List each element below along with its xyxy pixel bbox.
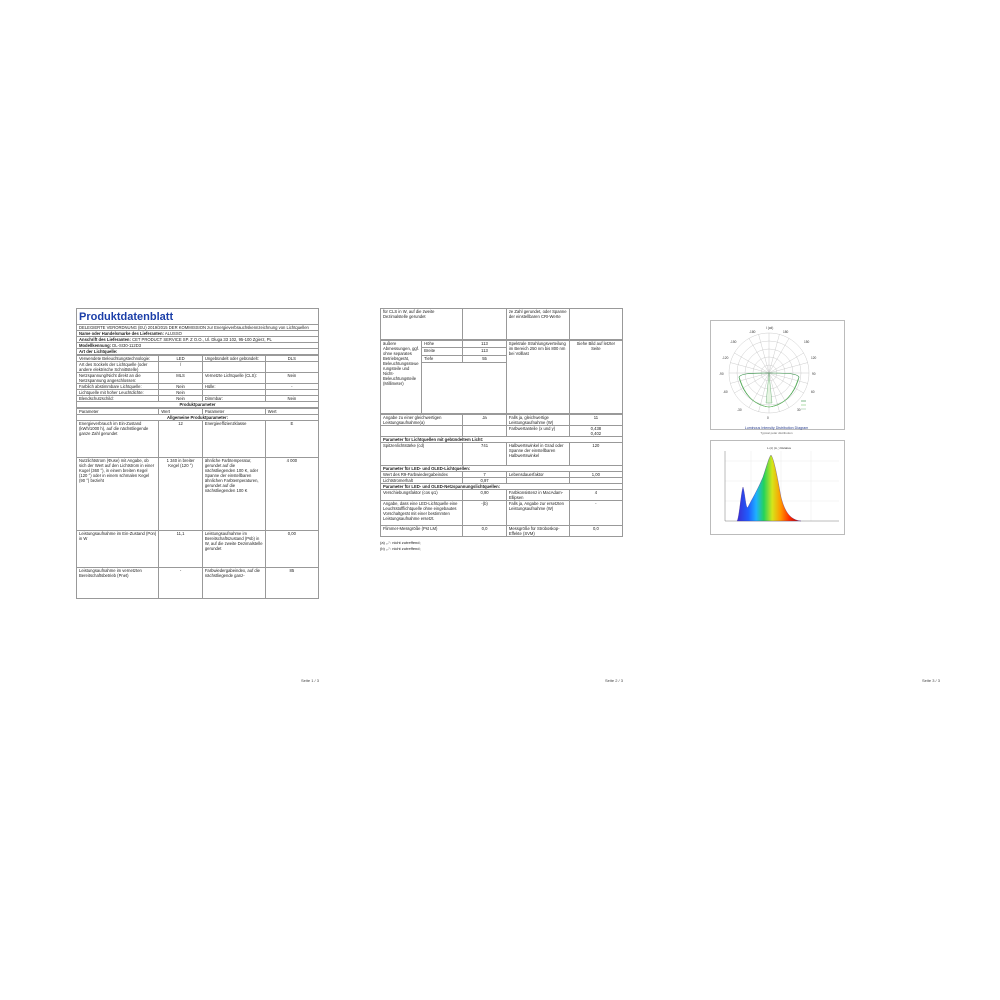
value-cell: DLS	[265, 356, 318, 362]
value-cell: Ja	[463, 415, 507, 426]
polar-caption: Luminous Intensity Distribution Diagram	[744, 426, 809, 430]
parameter-cell: Hülle:	[202, 384, 265, 390]
dim-height-label: Höhe	[422, 341, 463, 348]
polar-angle-label: 0	[767, 416, 769, 420]
table-row	[381, 490, 623, 501]
parameter-cell: Flimmer-Messgröße (Pst LM)	[381, 526, 463, 537]
parameter-cell: Vernetzte Lichtquelle (CLS):	[202, 373, 265, 384]
model-label: Modellkennung:	[79, 343, 112, 348]
value-cell: 0,0	[569, 526, 622, 537]
polar-diagram	[711, 321, 844, 429]
value-cell: Nein	[265, 396, 318, 402]
parameter-cell: Lichtstromerhalt	[381, 478, 463, 484]
polar-subcaption: Typical polar distribution	[760, 431, 793, 435]
polar-angle-label: 30	[797, 408, 801, 412]
page2-main-table	[380, 414, 623, 537]
directional-body	[381, 443, 623, 466]
dimensions-label: äußere Abmessungen, ggf. ohne separates Betriebsgerät, Beleuchtungssteuerungsteile und Nicht-Beleuchtungsteile (Millimeter)	[381, 341, 422, 414]
page-3-footer: Seite 3 / 3	[921, 678, 940, 683]
spectrum-title: L.(λ) (A, ) Relative	[767, 446, 792, 450]
intensity-curve-c180	[766, 373, 772, 403]
dimensions-table	[380, 340, 623, 414]
parameter-cell: Blendschutzschild:	[77, 396, 159, 402]
value-cell: -	[265, 384, 318, 390]
section-directional: Parameter für Lichtquellen mit gebündeltem Licht:	[381, 437, 623, 443]
value-cell	[265, 362, 318, 373]
parameter-cell: Energieeffizienzklasse	[202, 421, 265, 458]
value-cell: Nein	[159, 396, 203, 402]
type-table-body	[77, 356, 319, 402]
value-cell: 1,00	[569, 472, 622, 478]
spectral-distribution-value: Siehe Bild auf letzter Seite	[569, 341, 622, 414]
table-row	[77, 396, 319, 402]
polar-angle-label: 180	[783, 330, 789, 334]
value-cell: -(b)	[463, 501, 507, 526]
parameter-cell: Lichtquelle mit hoher Leuchtdichte:	[77, 390, 159, 396]
polar-legend	[801, 401, 806, 409]
polar-angle-label: 120	[811, 356, 817, 360]
parameter-cell: ze Zahl gerundet, oder Spanne der einstellbaren CRI-Werte	[506, 309, 569, 340]
polar-angle-label: -180	[749, 330, 756, 334]
page-2-footer: Seite 2 / 3	[604, 678, 623, 683]
value-cell: 0,438 0,402	[569, 426, 622, 437]
parameter-cell: Angabe zu einer gleichwertigen Leistungsaufnahme(a)	[381, 415, 463, 426]
table-row	[381, 415, 623, 426]
section-product-params: Produktparameter	[76, 402, 319, 408]
page-3	[700, 308, 940, 683]
parameter-cell: Spitzenlichtstärke (cd)	[381, 443, 463, 466]
parameter-cell: Art des Sockels der Lichtquelle (oder andere elektrische Schnittstelle)	[77, 362, 159, 373]
value-cell: -	[159, 568, 203, 599]
value-cell: 0,97	[463, 478, 507, 484]
value-cell: MLS	[159, 373, 203, 384]
polar-angle-label: 150	[804, 340, 810, 344]
parameter-cell: Lebensdauerfaktor	[506, 472, 569, 478]
dim-width-label: Breite	[422, 348, 463, 355]
header-parameter-2: Parameter	[202, 409, 265, 415]
page-1-footer: Seite 1 / 3	[300, 678, 319, 683]
parameter-cell: Halbwertswinkel in Grad oder Spanne der einstellbaren Halbwertswinkel	[506, 443, 569, 466]
table-row	[77, 362, 319, 373]
value-cell: 0,00	[265, 531, 318, 568]
value-cell: 12	[159, 421, 203, 458]
value-cell: /	[159, 362, 203, 373]
led-body	[381, 472, 623, 484]
spectral-distribution-label: Spektrale Strahlungsverteilung im Bereich 250 nm bis 800 nm bei Volllast	[506, 341, 569, 414]
parameter-cell: Farbwiedergabeindex, auf die nächstliegende ganz-	[202, 568, 265, 599]
table-row	[381, 443, 623, 466]
table-row	[381, 309, 623, 340]
table-row	[77, 373, 319, 384]
polar-angle-label: -120	[722, 356, 729, 360]
value-cell: 0,0	[463, 526, 507, 537]
dim-height-value: 113	[463, 341, 507, 348]
product-params-table	[76, 408, 319, 599]
parameter-cell: Energieverbrauch im Ein-Zustand (kWh/1000 h), auf die nächstliegende ganze Zahl gerundet	[77, 421, 159, 458]
value-cell: 741	[463, 443, 507, 466]
regulation-text: DELEGIERTE VERORDNUNG (EU) 2019/2015 DER KOMMISSION zur Energieverbrauchskennzeichnung von Lichtquellen	[76, 325, 319, 331]
params-table-body	[77, 421, 319, 599]
parameter-cell: ähnliche Farbtemperatur, gerundet auf die nächstliegenden 100 K, oder Spanne der einstellbaren ähnlichen Farbtemperaturen, gerundet auf die nächstliegenden 100 K	[202, 458, 265, 531]
dim-row-height	[381, 341, 623, 348]
value-cell	[569, 309, 622, 340]
footnote-a: (a) „-“: nicht zutreffend;	[380, 540, 421, 545]
table-row	[381, 501, 623, 526]
equivalent-power-body	[381, 415, 623, 437]
parameter-cell	[381, 426, 463, 437]
table-row	[77, 421, 319, 458]
supplier-name-label: Name oder Handelsmarke des Lieferanten:	[79, 331, 164, 336]
section-led: Parameter für LED- und OLED-Lichtquellen:	[381, 466, 623, 472]
section-light-source-type: Art der Lichtquelle:	[76, 349, 319, 355]
page2-top-table	[380, 308, 623, 340]
polar-angle-label: -90	[719, 372, 724, 376]
dim-depth-value: 55	[463, 355, 507, 362]
polar-angle-label: -60	[723, 390, 728, 394]
value-cell: 0,90	[463, 490, 507, 501]
parameter-cell: für CLS in W, auf die zweite Dezimalstelle gerundet	[381, 309, 463, 340]
spectrum-frame	[710, 440, 845, 535]
parameter-cell: Farbwertanteile (x und y)	[506, 426, 569, 437]
parameter-cell: Leistungsaufnahme im vernetzten Bereitschaftsbetrieb (Pnet)	[77, 568, 159, 599]
document-title: Produktdatenblatt	[76, 308, 319, 325]
parameter-cell: Leistungsaufnahme im Ein-Zustand (Pon) in W	[77, 531, 159, 568]
spectrum-chart	[711, 441, 844, 534]
page-2	[380, 308, 623, 683]
value-cell	[463, 309, 507, 340]
value-cell: Nein	[159, 390, 203, 396]
value-cell: Nein	[159, 384, 203, 390]
polar-angle-label: 60	[811, 390, 815, 394]
parameter-cell: Nutzlichtstrom (Φuse) mit Angabe, ob sich der Wert auf den Lichtstrom in einer Kugel (360 °), in einem breiten Kegel (120 °) oder in einem schmalen Kegel (90 °) bezieht	[77, 458, 159, 531]
header-value: Wert	[159, 409, 203, 415]
section-mains: Parameter für LED- und OLED-Netzspannungslichtquellen:	[381, 484, 623, 490]
header-parameter: Parameter	[77, 409, 159, 415]
value-cell: 4	[569, 490, 622, 501]
dim-width-value: 113	[463, 348, 507, 355]
parameter-cell: Verschiebungsfaktor (cos φ1)	[381, 490, 463, 501]
polar-angle-label: 90	[812, 372, 816, 376]
model-value: DL-SI30-112D3	[112, 343, 142, 348]
page2-top-body	[381, 309, 623, 340]
polar-angle-label: -30	[737, 408, 742, 412]
parameter-cell: Netzspannung/Nicht direkt an die Netzspannung angeschlossen:	[77, 373, 159, 384]
mains-body	[381, 490, 623, 537]
value-cell: Nein	[265, 373, 318, 384]
parameter-cell: Ungebündelt oder gebündelt:	[202, 356, 265, 362]
table-row	[381, 426, 623, 437]
parameter-cell: Dimmbar:	[202, 396, 265, 402]
supplier-address-label: Anschrift des Lieferanten:	[79, 337, 131, 342]
parameter-cell: Farblich abstimmbare Lichtquelle:	[77, 384, 159, 390]
supplier-address-value: CET PRODUCT SERVICE SP. Z O.O., Ul. Dluga 33 102, 95-100 Zgierz, PL	[132, 337, 272, 342]
parameter-cell: Falls ja, gleichwertige Leistungsaufnahme (W)	[506, 415, 569, 426]
table-row	[77, 458, 319, 531]
value-cell: E	[265, 421, 318, 458]
parameter-cell: Angabe, dass eine LED-Lichtquelle eine Leuchtstofflichtquelle ohne eingebautes Vorschaltgerät mit einer bestimmten Leistungsaufnahme ersetzt.	[381, 501, 463, 526]
parameter-cell: Leistungsaufnahme im Bereitschaftszustand (Psb) in W, auf die zweite Dezimalstelle gerundet	[202, 531, 265, 568]
header-value-2: Wert	[265, 409, 318, 415]
polar-diagram-frame	[710, 320, 845, 430]
value-cell: 120	[569, 443, 622, 466]
parameter-cell: Messgröße für Stroboskop-Effekte (SVM)	[506, 526, 569, 537]
table-row	[77, 531, 319, 568]
value-cell	[463, 426, 507, 437]
parameter-cell: Falls ja, Angabe zur ersetzten Leistungsaufnahme (W)	[506, 501, 569, 526]
value-cell: 7	[463, 472, 507, 478]
section-general-params: Allgemeine Produktparameter:	[77, 415, 319, 421]
footnote-b: (b) „-“: nicht zutreffend;	[380, 546, 421, 551]
footnotes	[380, 540, 623, 552]
parameter-cell: Wert des R9-Farbwiedergabeindex	[381, 472, 463, 478]
value-cell: -	[569, 501, 622, 526]
parameter-cell	[202, 362, 265, 373]
value-cell: 11,1	[159, 531, 203, 568]
value-cell: 4 000	[265, 458, 318, 531]
table-row	[77, 568, 319, 599]
value-cell: 1 340 in breiter Kegel (120 °)	[159, 458, 203, 531]
table-row	[381, 526, 623, 537]
spectrum-curve	[737, 455, 801, 521]
dim-depth-label: Tiefe	[422, 355, 463, 362]
value-cell: LED	[159, 356, 203, 362]
parameter-cell: Verwendete Beleuchtungstechnologie:	[77, 356, 159, 362]
page-1	[76, 308, 319, 683]
supplier-name-value: ALUSSO	[164, 331, 182, 336]
value-cell: 85	[265, 568, 318, 599]
polar-unit-label: I (cd)	[766, 326, 774, 330]
polar-angle-label: -150	[730, 340, 737, 344]
light-source-type-table	[76, 355, 319, 402]
value-cell: 11	[569, 415, 622, 426]
parameter-cell: Farbkonsistenz in MacAdam-Ellipsen	[506, 490, 569, 501]
